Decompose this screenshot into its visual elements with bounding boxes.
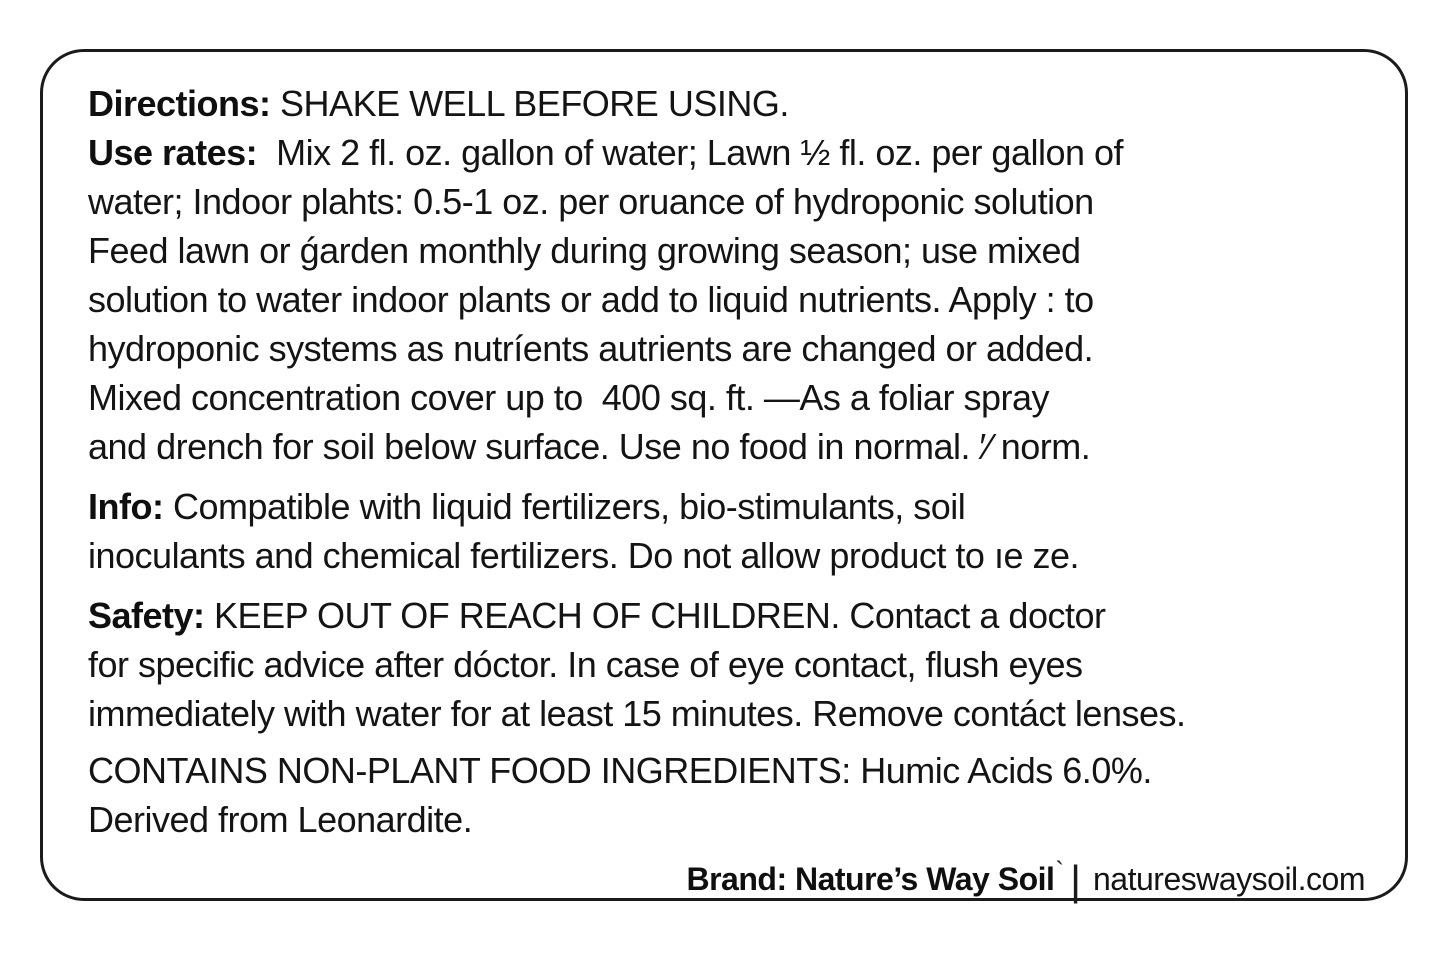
brand-website: natureswaysoil.com xyxy=(1093,861,1365,897)
text-line: KEEP OUT OF REACH OF CHILDREN. Contact a doctor xyxy=(204,595,1106,636)
product-label-card xyxy=(40,49,1408,904)
text-line: for specific advice after dóctor. In case of eye contact, flush eyes xyxy=(88,644,1083,685)
text-line: solution to water indoor plants or add to liquid nutrients. Apply : to xyxy=(88,279,1094,320)
text-line: inoculants and chemical fertilizers. Do not allow product to ıe ze. xyxy=(88,535,1080,576)
brand-row xyxy=(88,849,1367,908)
brand-tick-mark: ` xyxy=(1055,856,1065,886)
directions-heading: Directions: xyxy=(88,83,271,124)
safety-heading: Safety: xyxy=(88,595,205,636)
text-line: water; Indoor plahts: 0.5-1 oz. per oruance of hydroponic solution xyxy=(88,181,1094,222)
divider-bar: | xyxy=(1070,857,1081,904)
info-heading: Info: xyxy=(88,486,164,527)
brand-name: Brand: Nature’s Way Soil xyxy=(686,861,1055,897)
use-rates-heading: Use rates: xyxy=(88,132,258,173)
safety-paragraph xyxy=(88,591,1367,738)
directions-paragraph xyxy=(88,79,1367,128)
text-line: Derived from Leonardite. xyxy=(88,799,473,840)
text-line: CONTAINS NON-PLANT FOOD INGREDIENTS: Humic Acids 6.0%. xyxy=(88,750,1152,791)
text-line: hydroponic systems as nutríents autrients are changed or added. xyxy=(88,328,1094,369)
text-line: Mix 2 fl. oz. gallon of water; Lawn ½ fl. oz. per gallon of xyxy=(257,132,1124,173)
info-paragraph xyxy=(88,482,1367,580)
text-line: immediately with water for at least 15 minutes. Remove contáct lenses. xyxy=(88,693,1186,734)
text-line: Compatible with liquid fertilizers, bio-stimulants, soil xyxy=(163,486,966,527)
text-line: Feed lawn or ǵarden monthly during growing season; use mixed xyxy=(88,230,1081,271)
directions-text: SHAKE WELL BEFORE USING. xyxy=(270,83,789,124)
text-line: Mixed concentration cover up to 400 sq. ft. —As a foliar spray xyxy=(88,377,1049,418)
text-line: and drench for soil below surface. Use no food in normal. ′⁄ norm. xyxy=(88,426,1091,467)
contains-paragraph xyxy=(88,746,1367,844)
use-rates-paragraph xyxy=(88,128,1367,471)
